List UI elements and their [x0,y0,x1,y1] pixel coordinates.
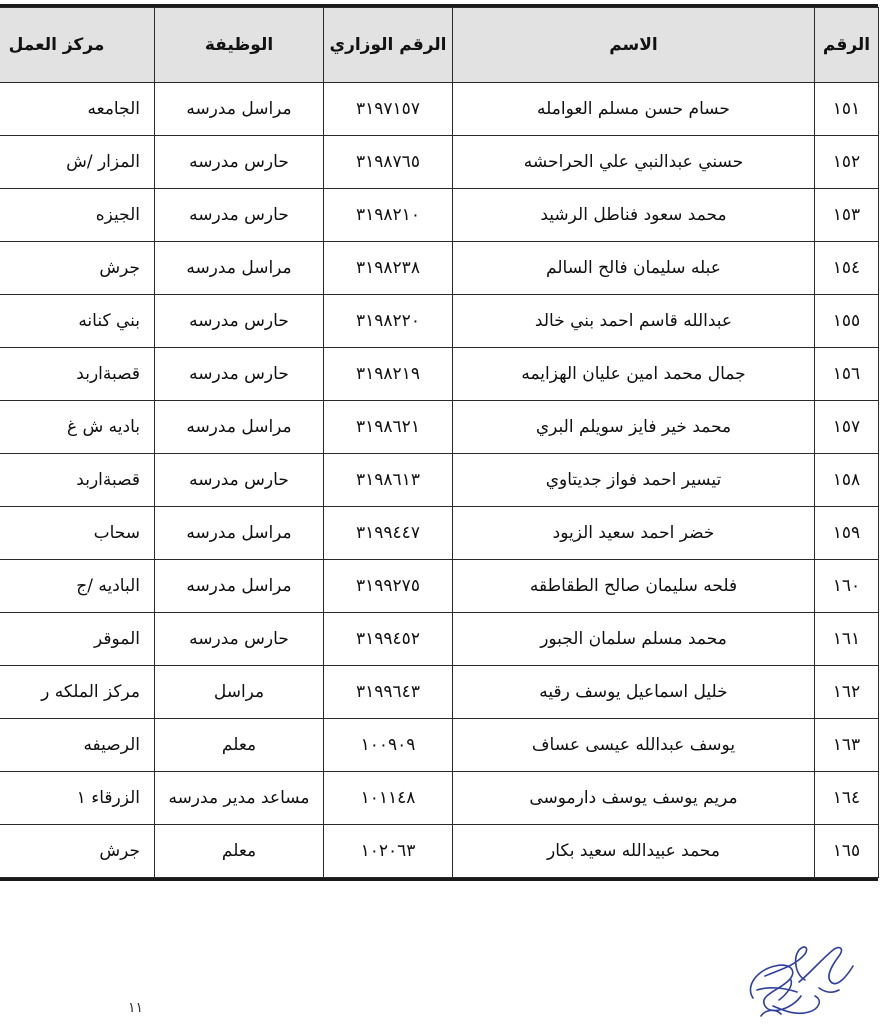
table-row [0,507,879,560]
cell-workplace: سحاب [0,507,155,560]
cell-name: عبله سليمان فالح السالم [453,242,815,295]
cell-num: ١٦٢ [815,666,879,719]
table-row [0,560,879,613]
cell-num: ١٥٨ [815,454,879,507]
cell-job: حارس مدرسه [155,189,324,242]
cell-num: ١٦٠ [815,560,879,613]
header-name: الاسم [453,8,815,83]
cell-ministry-number: ١٠١١٤٨ [324,772,453,825]
cell-job: مساعد مدير مدرسه [155,772,324,825]
cell-ministry-number: ٣١٩٨٢١٠ [324,189,453,242]
cell-ministry-number: ٣١٩٧١٥٧ [324,83,453,136]
cell-name: عبدالله قاسم احمد بني خالد [453,295,815,348]
header-job: الوظيفة [155,8,324,83]
employees-table [0,7,879,878]
cell-name: جمال محمد امين عليان الهزايمه [453,348,815,401]
cell-num: ١٦٤ [815,772,879,825]
table-row [0,295,879,348]
cell-ministry-number: ٣١٩٩٤٤٧ [324,507,453,560]
cell-num: ١٥٤ [815,242,879,295]
handwritten-signature [735,936,860,1024]
employees-table-container [0,4,878,881]
table-row [0,454,879,507]
table-row [0,242,879,295]
cell-workplace: الزرقاء ١ [0,772,155,825]
cell-ministry-number: ٣١٩٩٤٥٢ [324,613,453,666]
cell-workplace: المزار /ش [0,136,155,189]
cell-job: مراسل مدرسه [155,242,324,295]
cell-job: مراسل مدرسه [155,401,324,454]
table-row [0,719,879,772]
cell-job: حارس مدرسه [155,295,324,348]
cell-workplace: الموقر [0,613,155,666]
cell-name: حسني عبدالنبي علي الحراحشه [453,136,815,189]
cell-ministry-number: ٣١٩٨٦١٣ [324,454,453,507]
cell-ministry-number: ٣١٩٩٦٤٣ [324,666,453,719]
cell-job: مراسل [155,666,324,719]
cell-num: ١٥٩ [815,507,879,560]
cell-num: ١٦٥ [815,825,879,878]
page-number: ١١ [128,1000,144,1016]
cell-job: معلم [155,719,324,772]
cell-name: فلحه سليمان صالح الطقاطقه [453,560,815,613]
cell-ministry-number: ٣١٩٨٢١٩ [324,348,453,401]
cell-ministry-number: ٣١٩٨٦٢١ [324,401,453,454]
cell-ministry-number: ٣١٩٩٢٧٥ [324,560,453,613]
table-row [0,189,879,242]
cell-name: محمد سعود فناطل الرشيد [453,189,815,242]
table-row [0,83,879,136]
cell-name: مريم يوسف يوسف دارموسى [453,772,815,825]
cell-job: معلم [155,825,324,878]
table-row [0,666,879,719]
header-ministry-number: الرقم الوزاري [324,8,453,83]
cell-name: حسام حسن مسلم العوامله [453,83,815,136]
cell-ministry-number: ١٠٢٠٦٣ [324,825,453,878]
cell-workplace: جرش [0,825,155,878]
cell-job: حارس مدرسه [155,136,324,189]
cell-job: حارس مدرسه [155,454,324,507]
cell-name: يوسف عبدالله عيسى عساف [453,719,815,772]
cell-num: ١٥٧ [815,401,879,454]
cell-name: خضر احمد سعيد الزيود [453,507,815,560]
header-workplace: مركز العمل [0,8,155,83]
cell-job: حارس مدرسه [155,613,324,666]
cell-name: تيسير احمد فواز جديتاوي [453,454,815,507]
cell-num: ١٥٥ [815,295,879,348]
table-row [0,613,879,666]
cell-name: محمد مسلم سلمان الجبور [453,613,815,666]
cell-num: ١٥١ [815,83,879,136]
cell-workplace: الرصيفه [0,719,155,772]
cell-name: محمد خير فايز سويلم البري [453,401,815,454]
cell-job: حارس مدرسه [155,348,324,401]
header-num: الرقم [815,8,879,83]
table-row [0,401,879,454]
table-row [0,825,879,878]
cell-workplace: الباديه /ج [0,560,155,613]
table-header-row [0,8,879,83]
cell-job: مراسل مدرسه [155,507,324,560]
cell-num: ١٦١ [815,613,879,666]
table-row [0,772,879,825]
table-row [0,136,879,189]
cell-job: مراسل مدرسه [155,83,324,136]
cell-name: خليل اسماعيل يوسف رقيه [453,666,815,719]
cell-workplace: جرش [0,242,155,295]
cell-workplace: قصبةاربد [0,348,155,401]
cell-name: محمد عبيدالله سعيد بكار [453,825,815,878]
cell-num: ١٥٦ [815,348,879,401]
cell-workplace: الجامعه [0,83,155,136]
cell-workplace: قصبةاربد [0,454,155,507]
cell-ministry-number: ٣١٩٨٧٦٥ [324,136,453,189]
cell-workplace: الجيزه [0,189,155,242]
cell-workplace: باديه ش غ [0,401,155,454]
cell-workplace: بني كنانه [0,295,155,348]
cell-num: ١٥٣ [815,189,879,242]
cell-ministry-number: ١٠٠٩٠٩ [324,719,453,772]
cell-ministry-number: ٣١٩٨٢٢٠ [324,295,453,348]
cell-num: ١٥٢ [815,136,879,189]
cell-job: مراسل مدرسه [155,560,324,613]
cell-ministry-number: ٣١٩٨٢٣٨ [324,242,453,295]
table-row [0,348,879,401]
cell-num: ١٦٣ [815,719,879,772]
cell-workplace: مركز الملكه ر [0,666,155,719]
